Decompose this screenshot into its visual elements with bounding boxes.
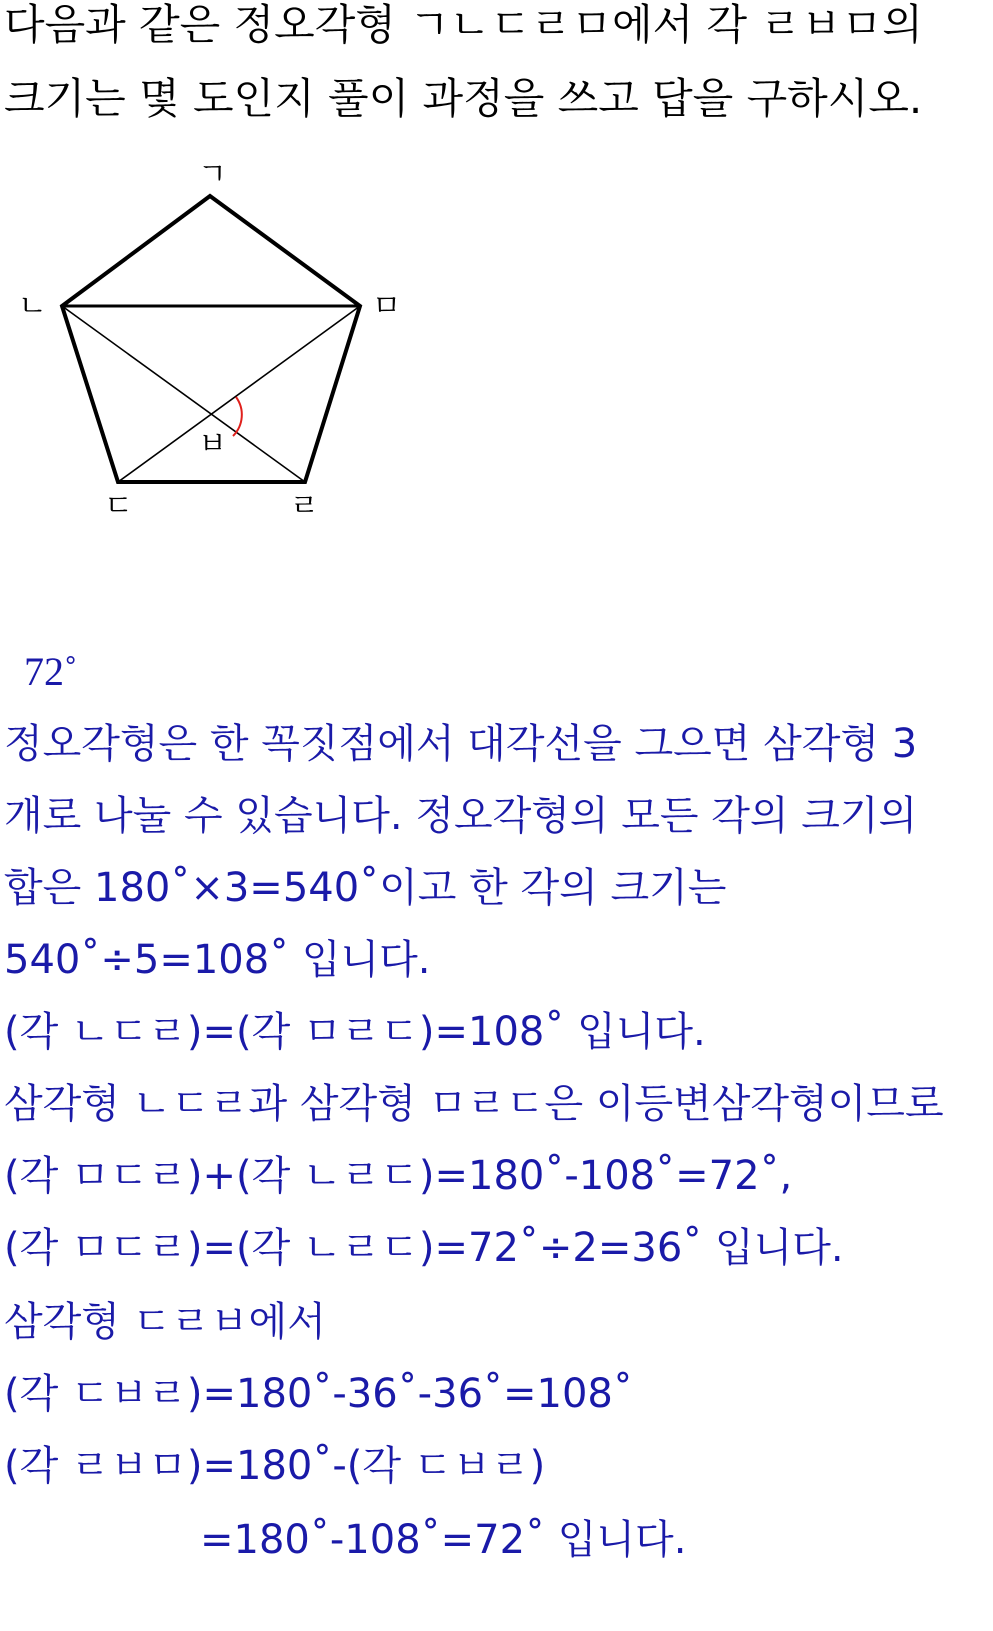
- vertex-label-center: ㅂ: [198, 427, 227, 462]
- solution-line-6: 삼각형 ㄴㄷㄹ과 삼각형 ㅁㄹㄷ은 이등변삼각형이므로: [4, 1081, 944, 1127]
- solution-line-7: (각 ㅁㄷㄹ)+(각 ㄴㄹㄷ)=180˚-108˚=72˚,: [4, 1153, 793, 1199]
- vertex-label-bottom-left: ㄷ: [104, 489, 133, 524]
- solution-line-11: (각 ㄹㅂㅁ)=180˚-(각 ㄷㅂㄹ): [4, 1443, 546, 1489]
- solution-line-4: 540˚÷5=108˚ 입니다.: [4, 937, 431, 983]
- solution-line-2: 개로 나눌 수 있습니다. 정오각형의 모든 각의 크기의: [4, 793, 918, 839]
- vertex-label-bottom-right: ㄹ: [290, 489, 319, 524]
- vertex-label-left: ㄴ: [18, 289, 47, 324]
- solution-line-5: (각 ㄴㄷㄹ)=(각 ㅁㄹㄷ)=108˚ 입니다.: [4, 1009, 706, 1055]
- solution-line-1: 정오각형은 한 꼭짓점에서 대각선을 그으면 삼각형 3: [4, 721, 918, 767]
- solution-line-8: (각 ㅁㄷㄹ)=(각 ㄴㄹㄷ)=72˚÷2=36˚ 입니다.: [4, 1225, 844, 1271]
- solution-line-12: =180˚-108˚=72˚ 입니다.: [200, 1517, 687, 1563]
- diagonal-ㅁㄷ: [118, 306, 360, 482]
- solution-line-3: 합은 180˚×3=540˚이고 한 각의 크기는: [4, 865, 727, 911]
- vertex-label-top: ㄱ: [198, 160, 227, 192]
- diagonal-ㄴㄹ: [62, 306, 305, 482]
- answer-value: 72˚: [24, 649, 78, 694]
- question-line-1: 다음과 같은 정오각형 ㄱㄴㄷㄹㅁ에서 각 ㄹㅂㅁ의: [4, 0, 923, 49]
- solution-line-10: (각 ㄷㅂㄹ)=180˚-36˚-36˚=108˚: [4, 1371, 633, 1417]
- question-line-2: 크기는 몇 도인지 풀이 과정을 쓰고 답을 구하시오.: [4, 74, 923, 123]
- vertex-label-right: ㅁ: [372, 289, 401, 324]
- pentagon-figure: [0, 160, 460, 560]
- solution-line-9: 삼각형 ㄷㄹㅂ에서: [4, 1299, 326, 1345]
